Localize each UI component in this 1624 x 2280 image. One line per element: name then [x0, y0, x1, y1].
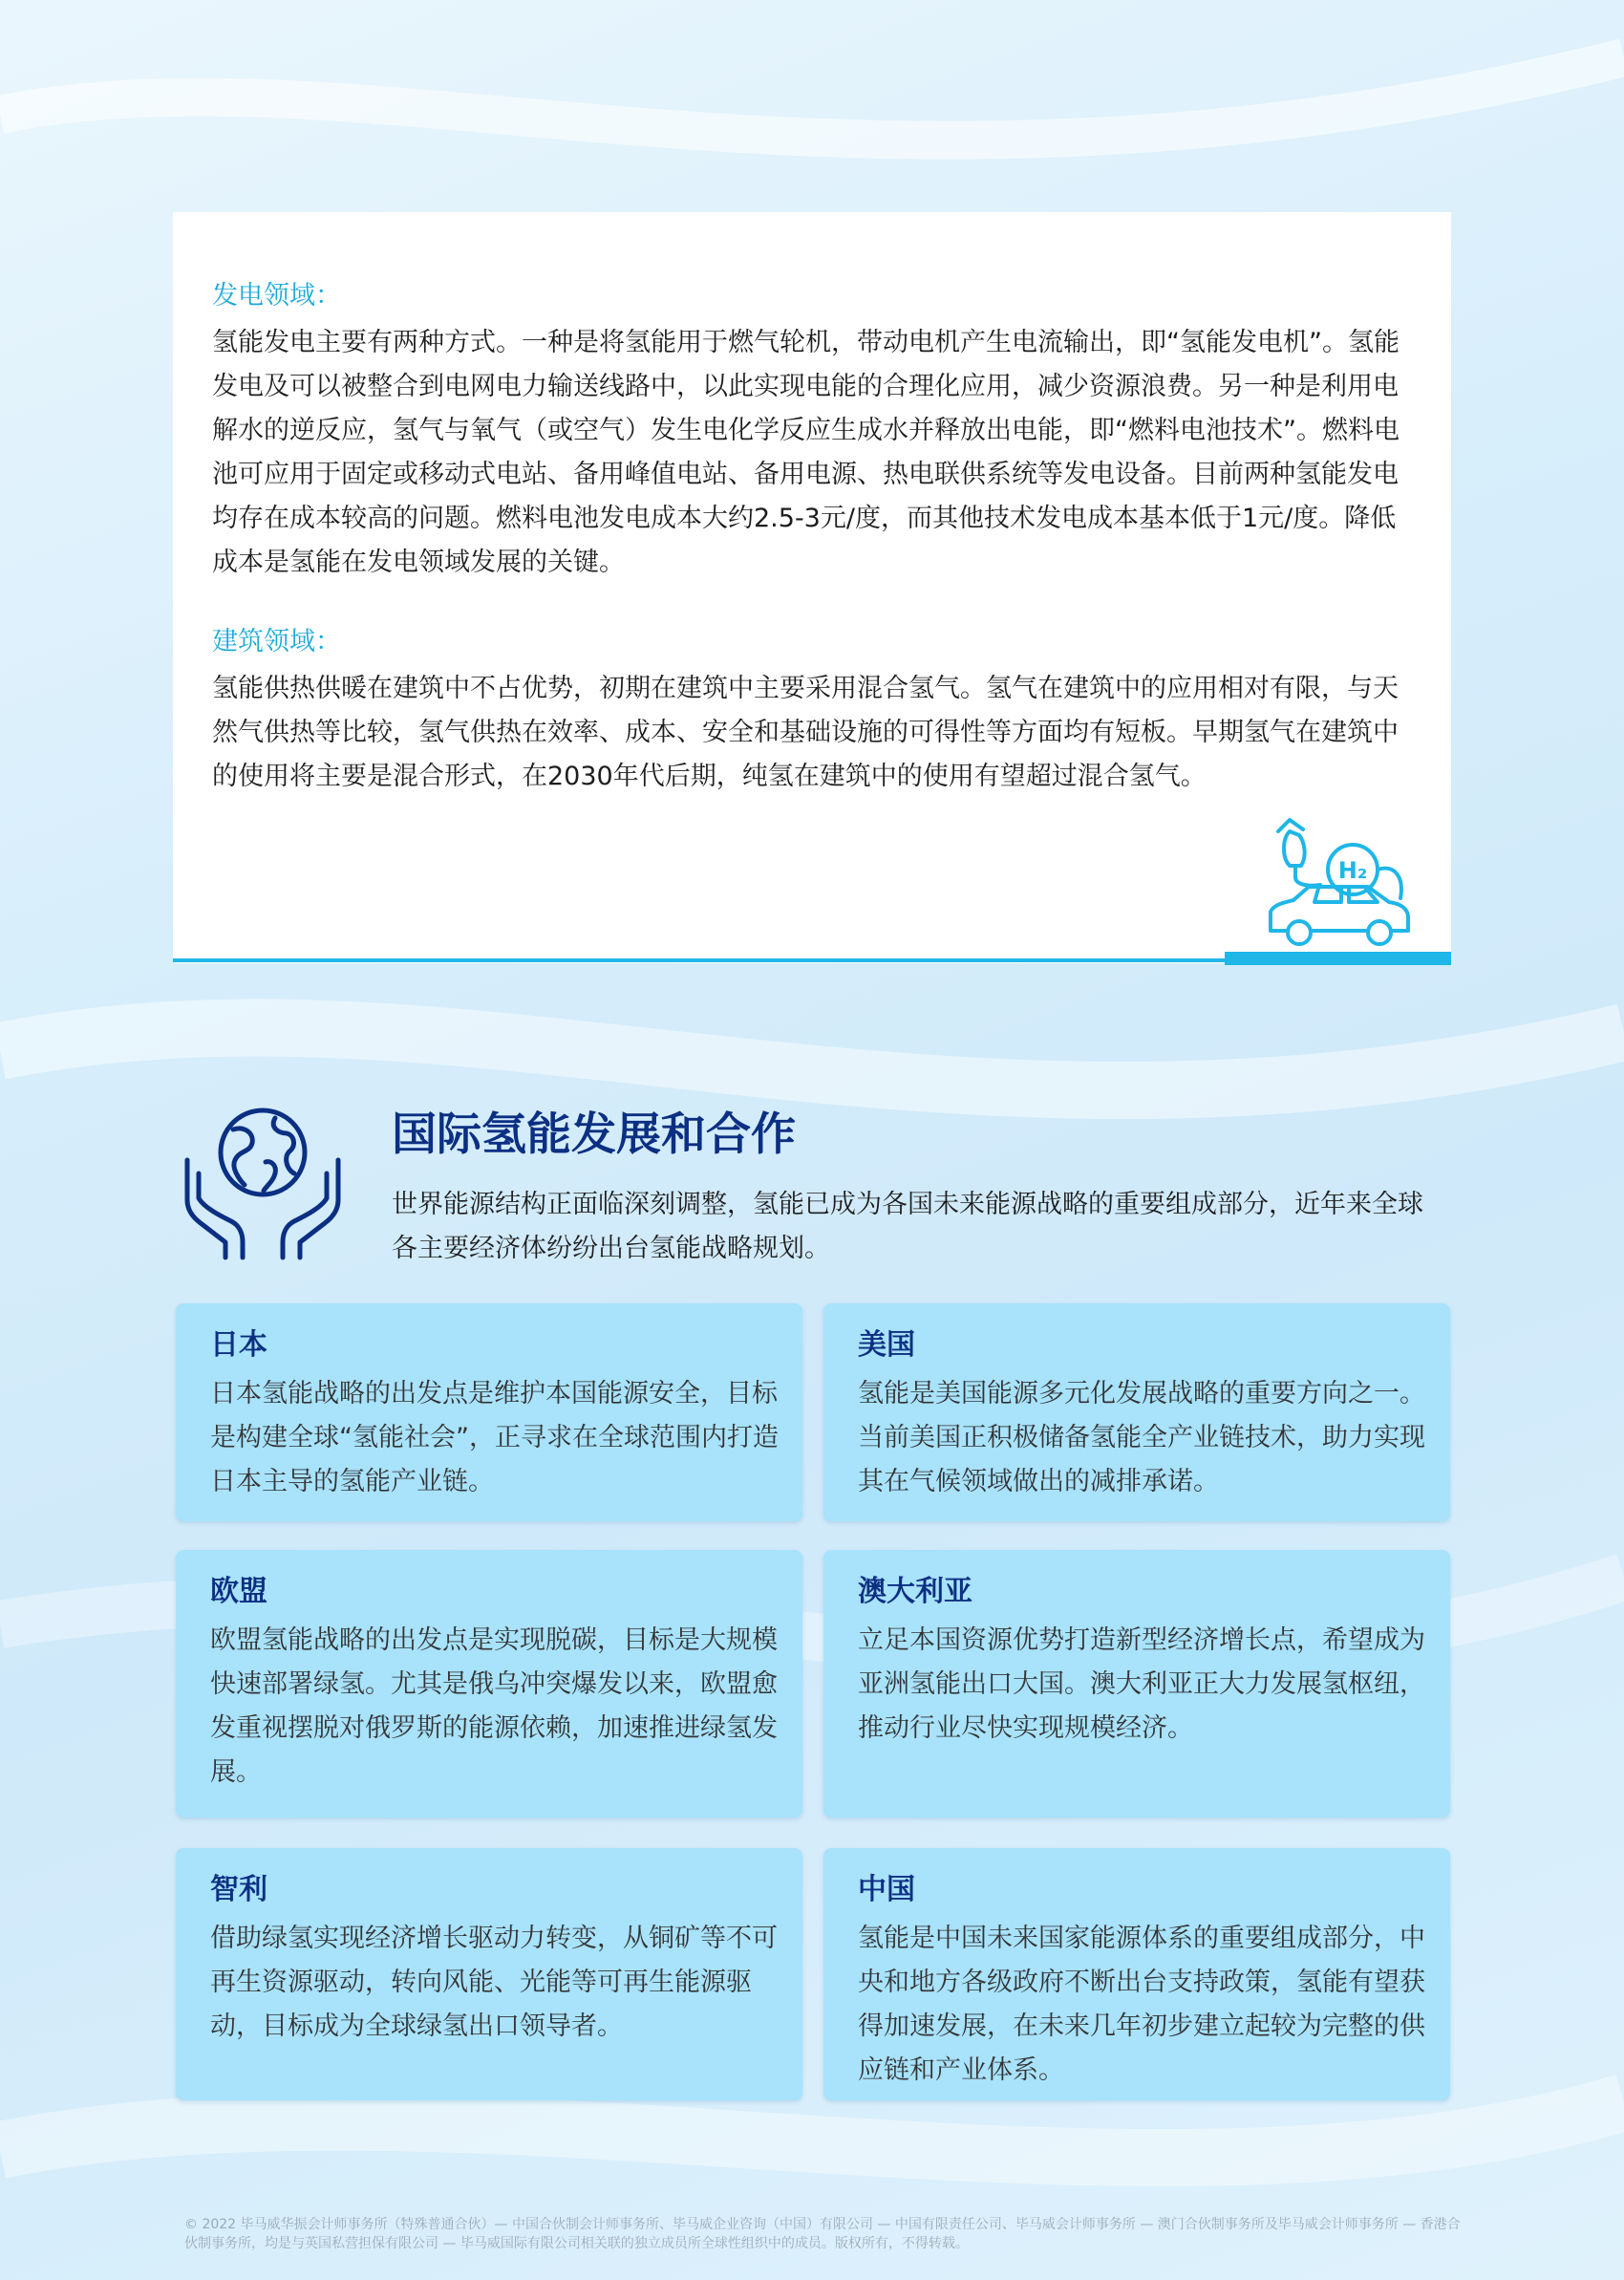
power-section-title: 发电领域：	[212, 281, 341, 311]
country-name: 日本	[210, 1328, 267, 1362]
copyright-footer: © 2022 毕马威华振会计师事务所（特殊普通合伙）— 中国合伙制会计师事务所、毕马威企业咨询（中国）有限公司 — 中国有限责任公司、毕马威会计师事务所 — 澳门合伙制事务所及毕马威会计师事务所 — 香港合伙制事务所，均是与英国私营担保有限公司 — 毕马威国际有限公司相关联的独立成员所全球性组织中的成员。版权所有，不得转载。	[184, 2217, 1461, 2251]
country-card-australia	[823, 1550, 1450, 1818]
hydrogen-car-icon	[1261, 810, 1421, 954]
country-name: 智利	[210, 1873, 267, 1906]
country-name: 澳大利亚	[858, 1575, 972, 1608]
globe-in-hands-icon	[176, 1105, 350, 1261]
country-description: 欧盟氢能战略的出发点是实现脱碳，目标是大规模快速部署绿氢。尤其是俄乌冲突爆发以来，欧盟愈发重视摆脱对俄罗斯的能源依赖，加速推进绿氢发展。	[210, 1625, 778, 1787]
country-name: 欧盟	[210, 1575, 267, 1608]
h2-label: H₂	[1337, 857, 1368, 884]
country-description: 氢能是中国未来国家能源体系的重要组成部分，中央和地方各级政府不断出台支持政策，氢能有望获得加速发展，在未来几年初步建立起较为完整的供应链和产业体系。	[858, 1924, 1425, 2085]
country-card-china	[823, 1848, 1450, 2100]
international-intro: 世界能源结构正面临深刻调整，氢能已成为各国未来能源战略的重要组成部分，近年来全球各主要经济体纷纷出台氢能战略规划。	[392, 1190, 1423, 1263]
power-section-body: 氢能发电主要有两种方式。一种是将氢能用于燃气轮机，带动电机产生电流输出，即“氢能发电机”。氢能发电及可以被整合到电网电力输送线路中，以此实现电能的合理化应用，减少资源浪费。另一种是利用电解水的逆反应，氢气与氧气（或空气）发生电化学反应生成水并释放出电能，即“燃料电池技术”。燃料电池可应用于固定或移动式电站、备用峰值电站、备用电源、热电联供系统等发电设备。目前两种氢能发电均存在成本较高的问题。燃料电池发电成本大约2.5-3元/度，而其他技术发电成本基本低于1元/度。降低成本是氢能在发电领域发展的关键。	[212, 328, 1400, 577]
country-description: 日本氢能战略的出发点是维护本国能源安全，目标是构建全球“氢能社会”，正寻求在全球范围内打造日本主导的氢能产业链。	[210, 1379, 779, 1496]
building-section-body: 氢能供热供暖在建筑中不占优势，初期在建筑中主要采用混合氢气。氢气在建筑中的应用相对有限，与天然气供热等比较，氢气供热在效率、成本、安全和基础设施的可得性等方面均有短板。早期氢气在建筑中的使用将主要是混合形式，在2030年代后期，纯氢在建筑中的使用有望超过混合氢气。	[212, 674, 1399, 791]
country-name: 美国	[858, 1328, 915, 1362]
international-heading: 国际氢能发展和合作	[392, 1108, 796, 1161]
country-name: 中国	[858, 1873, 915, 1906]
country-card-eu	[176, 1550, 802, 1818]
country-description: 借助绿氢实现经济增长驱动力转变，从铜矿等不可再生资源驱动，转向风能、光能等可再生能源驱动，目标成为全球绿氢出口领导者。	[210, 1924, 778, 2041]
building-section-title: 建筑领域：	[212, 627, 341, 656]
country-card-usa	[823, 1303, 1450, 1521]
country-description: 立足本国资源优势打造新型经济增长点，希望成为亚洲氢能出口大国。澳大利亚正大力发展氢枢纽，推动行业尽快实现规模经济。	[858, 1625, 1425, 1743]
country-card-chile	[176, 1848, 802, 2100]
country-card-japan	[176, 1303, 802, 1521]
card-accent-bar	[1225, 952, 1451, 965]
country-description: 氢能是美国能源多元化发展战略的重要方向之一。当前美国正积极储备氢能全产业链技术，助力实现其在气候领域做出的减排承诺。	[858, 1379, 1425, 1496]
